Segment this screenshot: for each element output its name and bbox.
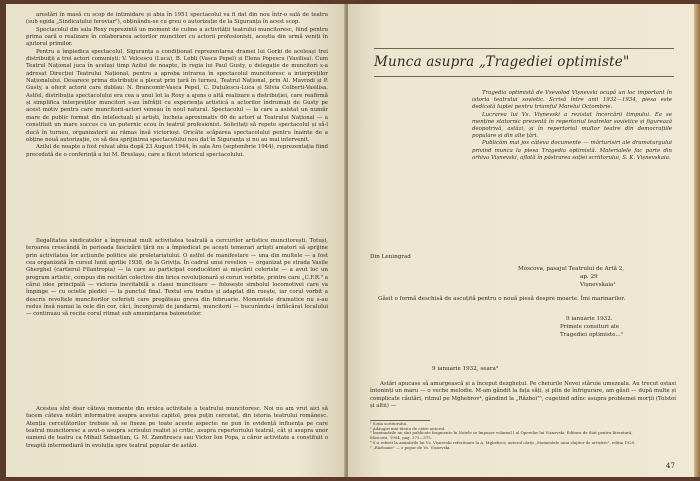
epigraph-paragraph: Publicăm mai jos câteva documente — mărturisiri ale dramaturgului privind munca la piesa Tragedia optimistă. Materialele fac parte din arhiva Vișnevski, aflată în păstrarea soției scriitorului, S. K. Vișnevskaia.: [472, 140, 672, 161]
letter-address-2: ap. 29: [580, 274, 598, 280]
left-paragraph: Pentru a împiedica spectacolul, Siguranța a condiționat reprezentarea dramei lui Gorki de aceleași trei distribuiții a trei actori comuniști: V. Velcescu (Luca), B. Lebli (Vasca Pepel) și Elena Popescu (Vasilisa). Cum Teatrul Național juca în același timp Azilul de noapte, în regia lui Paul Gusty, o delegație de muncitori s-a adresat Direcției Teatrului Național, pentru a aproba intrarea în spectacolul muncitoresc a interpreților Naționalului. Desarece prima distribuție a plecat prin țară în turneu, Teatrul Național, prin Al. Mavrodi și P. Gusty, a oferit actorii care dublau: N. Brancomir-Vasca Pepel, C. Duțulescu-Luca și Silvia Colberti-Vasilisa. Astfel, distribuția spectacolului era cea a unui lot la Roxy a ajuns o altă realizare a distribuției, care reafirmă și simplifica interpreților muncitori s-au înfrățit cu experiența artistică a actorilor îndrumați de Gusty pe acest motiv pentru care muncitorii-actori veneau în noul natural. Spectacolul — la care a asistat un număr mare de public format din intelectuali și artiști, încheia aproximativ 60 de actori ai Teatrului Național — a constituit un mare succes cu un puternic ecou în teatrul profesionist. Solicitați să repete spectacolul și să-l ducă în turneu, organizatorii au rămas însă victorioși. Oricâte scăparea spectacolului pentru înainte de a obține nouă autorizație, ce să dea sprijinirea spectacolului nou dat în Siguranța și nu au mai intervenit.: [26, 48, 328, 143]
right-body-text: [370, 381, 676, 410]
letter-address-1: Moscova, pasajul Teatrului de Artă 2,: [518, 266, 625, 272]
epigraph: [472, 90, 672, 162]
left-middle-text: [26, 238, 328, 319]
letter-date: 9 ianuarie 1932.: [566, 316, 613, 322]
footnote: ² Adăugiri mai târziu de către autorul.: [370, 425, 446, 431]
book-cover-edge: [694, 4, 700, 477]
left-paragraph: Acestea sînt doar câteva momente din eroica activitate a teatrului muncitoresc. Noi nu am vrut aici să facem câteva notări informative asupra acestui capitol, prea puțin cercetat, din istoria teatrului românesc. Atenția cercetătorilor trebuie să se fixeze pe toate aceste aspecte: ne pun în evidență influența pe care teatrul muncitoresc a avut-o asupra scrisului realist și critic, asupra repertoriului teatral, cât și asupra unor oameni de teatru ca Mihail Sebastian, G. M. Zamfirescu sau Victor Ion Popa, a căror activitate a constituit o treaptă intermediară în evoluția spre teatrul popular de astăzi.: [26, 406, 328, 449]
right-paragraph: Astări apucase să amurgească și a început dezghețul. Pe cheiurile Nevei stăruie umezeala. Au trecut ostasi întoninți un maru — o veche melodie. M-am gândit la fața săți, și plin de înfrigurare, am găsit — după multe și complicate căutări, ritmul pe Mghebrov⁴, gândind la „Război"⁵, cugetind adînc asupra problemei morții (Tolstoi și altii) —: [370, 381, 676, 410]
left-page: [6, 4, 346, 477]
left-paragraph: Azilul de noapte a fost reluat abia după 23 August 1944, în sala Aro (septembrie 1944), reprezentația fiind precedată de o conferință a lui M. Breslașu, care a făcut istoricul spectacolului.: [26, 144, 328, 158]
title-rule-bottom: [374, 76, 674, 77]
left-paragraph: Spectacolul din sala Roxy reprezintă un moment de culme a activității teatrului muncitoresc, fiind pentru prima oară o realizare în colaborarea actorilor muncitori cu actorii profesioniști, aceștia din urmă veniți în ajutorul primilor.: [26, 26, 328, 48]
right-page: [348, 4, 694, 477]
letter-place: Din Leningrad: [370, 254, 411, 260]
epigraph-paragraph: Tragedia optimistă de Vsevolod Vișnevski ocupă un loc important în istoria teatrului sovietic. Scrisă între anii 1932—1934, piesa este dedicată luptei pentru triumful Marelui Octombrie.: [472, 90, 672, 111]
footnote: ⁴ S-a referit la amintirile lui Vs. Vișnevski referitoare la A. Mghebrov, autorul cărții „Momentele unui slujitor de artiștire", ediția 1929.: [370, 439, 636, 445]
left-top-text: [26, 12, 328, 159]
left-paragraph: arestări în masă cu scop de intimidare și abia în 1951 spectacolul va fi dat din nou într-o sală de teatru (sub egida „Sindicatului feroviar"), obținându-se cu greu o autorizație de la Siguranța în acest scop.: [26, 12, 328, 26]
footnote: ¹ Soția scriitorului.: [370, 421, 408, 426]
title-rule-top: [374, 48, 674, 49]
footnote: ⁵ „Războaie" — o popor de Vs. Vișnevski.: [370, 444, 451, 450]
epigraph-paragraph: Lucrarea lui Vs. Vișnevski a rezistat încercării timpului. Ea se menține statornic prezentă în repertoriul teatrelor sovietice și figurează deopotrivă, astăzi, și în repertoriul multor teatre din democrațiile populare și din alte țări.: [472, 111, 672, 140]
letter-signoff-1: Primele consituri ale: [560, 324, 620, 330]
left-paragraph: Ilegalitatea sindicatelor a îngreunat mult activitatea teatrală a cercurilor artistice muncitorești. Totuși, teroarea crescândă în perioada fascizării țării nu a împiedicat pe acești temerari artiști amatori să sprijine prin activitatea lor acțiunile politice ale proletariatului. O astfel de manifestare — una din multele — a fost cea organizată în cursul lunii aprilie 1938, de la Grivița. În cadrul unui revelion — organizat pe strada Vasile Gherghel (cartierul Filantropia) — la care au participat conducători ai mișcării celeriste — a avut loc un program artistic, compus din recitări colective din lirica revoluționară și coruri vorbite, printre care „C.F.R." a cărui idee principală — victoria inevitabilă a clasei muncitoare — folosește simbolul locomotivei care va împinge — cu ocietle piedici — la punctul final. Textul era tradus și adaptat din ruește, iar corul vorbit a descris revoltele muncitorilor ceferiști care pregăteau greva din februarie. Momentele dramatice nu s-au redus însă numai la cele din cor, căci, înconjurați de jandarmi, muncitorii — bucurându-i înflăcărat localului — continuau să recite corul ritmat sub amenințarea baionetelor.: [26, 238, 329, 318]
footnotes: [370, 422, 640, 450]
letter-addressee: Vișnevskaia¹: [580, 282, 616, 288]
left-bottom-text: [26, 406, 328, 450]
footnote: ³ Însemnările nu sînt publicate fragmente în Notele se împușse volumul I al Operelor lui Vișnevski. Editura de Stat pentru literatură, Moscova, 1954, pag. 371—375.: [370, 430, 633, 441]
page-number: 47: [666, 462, 675, 470]
diary-date: 9 ianuarie 1932, seara³: [432, 366, 499, 372]
letter-signoff-2: Tragediei optimiste...²: [560, 332, 623, 338]
letter-body: Găsit o formă deschisă de ascuțită pentru o nouă piesă despre moarte. Îmi marinarilor.: [378, 296, 626, 302]
article-title: Munca asupra „Tragediei optimiste": [374, 54, 630, 70]
